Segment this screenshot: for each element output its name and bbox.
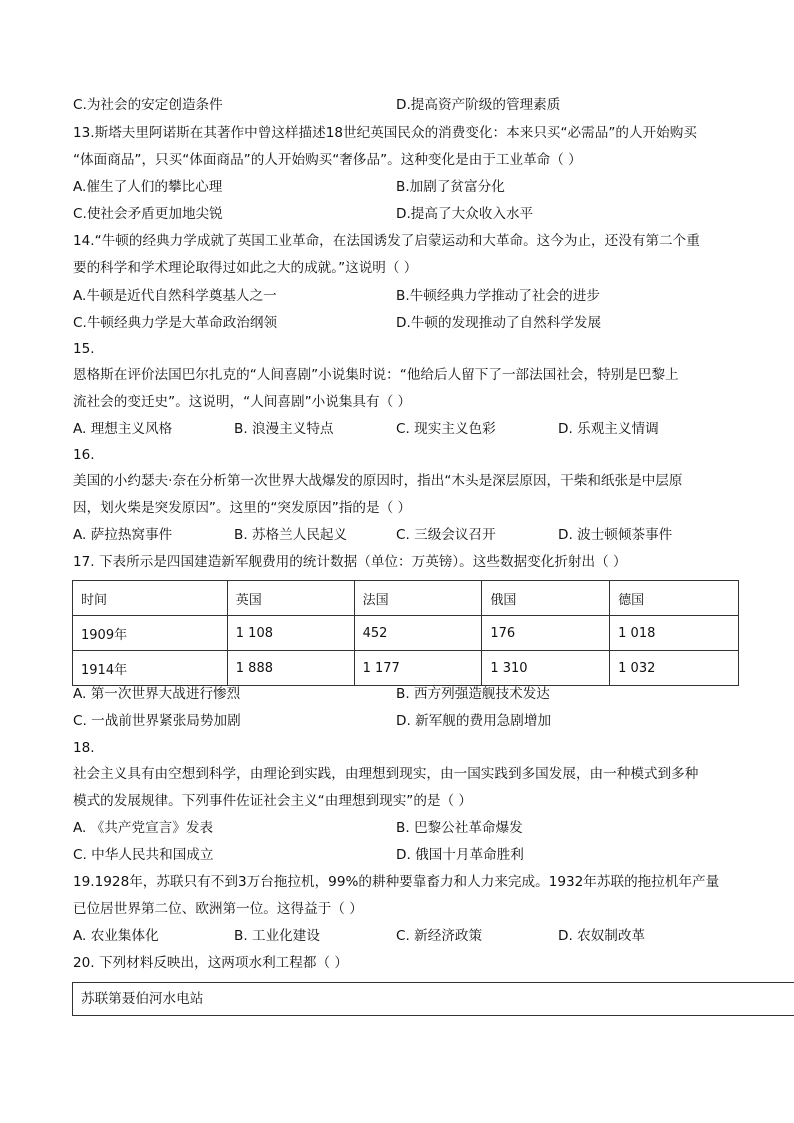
q16-stem-line2: 因，划火柴是突发原因”。这里的“突发原因”指的是（ ）	[73, 500, 412, 516]
q19-stem-line1: 19.1928年，苏联只有不到3万台拖拉机，99%的耕种要靠畜力和人力来完成。1932年苏联的拖拉机年产量	[73, 874, 720, 890]
table-cell: 1914年	[73, 651, 228, 686]
q12-option-d: D.提高资产阶级的管理素质	[396, 97, 561, 113]
q16-option-d: D. 波士顿倾茶事件	[558, 527, 673, 543]
q14-option-c: C.牛顿经典力学是大革命政治纲领	[73, 315, 278, 331]
q13-option-a: A.催生了人们的攀比心理	[73, 179, 223, 195]
table-cell: 452	[354, 616, 482, 651]
table-cell: 1 018	[610, 616, 739, 651]
table-row	[73, 651, 739, 686]
q13-stem-line1: 13.斯塔夫里阿诺斯在其著作中曾这样描述18世纪英国民众的消费变化：本来只买“必需品”的人开始购买	[73, 125, 697, 141]
table-cell: 176	[482, 616, 610, 651]
q13-stem-line2: “体面商品”，只买“体面商品”的人开始购买“奢侈品”。这种变化是由于工业革命（ ）	[73, 152, 582, 168]
table-header-cell: 德国	[610, 581, 739, 616]
table-row	[73, 616, 739, 651]
q19-option-c: C. 新经济政策	[396, 928, 483, 944]
table-cell: 1 888	[227, 651, 354, 686]
table-cell: 1909年	[73, 616, 228, 651]
q16-option-b: B. 苏格兰人民起义	[234, 527, 348, 543]
q20-material-box	[72, 982, 794, 1016]
q15-option-d: D. 乐观主义情调	[558, 421, 659, 437]
table-header-cell: 英国	[227, 581, 354, 616]
q13-option-b: B.加剧了贫富分化	[396, 179, 505, 195]
table-cell: 1 032	[610, 651, 739, 686]
q16-number: 16.	[73, 447, 95, 463]
q18-number: 18.	[73, 740, 95, 756]
table-header-row	[73, 581, 739, 616]
q16-option-a: A. 萨拉热窝事件	[73, 527, 173, 543]
table-cell: 1 108	[227, 616, 354, 651]
q20-material-title: 苏联第聂伯河水电站	[81, 991, 204, 1007]
q13-option-c: C.使社会矛盾更加地尖锐	[73, 206, 223, 222]
table-header-cell: 法国	[354, 581, 482, 616]
q19-option-a: A. 农业集体化	[73, 928, 159, 944]
table-cell: 1 177	[354, 651, 482, 686]
q17-option-a: A. 第一次世界大战进行惨烈	[73, 686, 241, 702]
q17-option-c: C. 一战前世界紧张局势加剧	[73, 713, 241, 729]
q19-stem-line2: 已位居世界第二位、欧洲第一位。这得益于（ ）	[73, 901, 363, 917]
q17-option-b: B. 西方列强造舰技术发达	[396, 686, 550, 702]
q12-option-c: C.为社会的安定创造条件	[73, 97, 223, 113]
q18-option-b: B. 巴黎公社革命爆发	[396, 820, 523, 836]
q20-stem: 20. 下列材料反映出，这两项水利工程都（ ）	[73, 955, 348, 971]
q16-option-c: C. 三级会议召开	[396, 527, 496, 543]
q19-option-b: B. 工业化建设	[234, 928, 320, 944]
q15-stem-line2: 流社会的变迁史”。这说明，“人间喜剧”小说集具有（ ）	[73, 394, 412, 410]
q14-option-d: D.牛顿的发现推动了自然科学发展	[396, 315, 602, 331]
q14-stem-line2: 要的科学和学术理论取得过如此之大的成就。”这说明（ ）	[73, 260, 418, 276]
q18-stem-line1: 社会主义具有由空想到科学，由理论到实践，由理想到现实，由一国实践到多国发展，由一种模式到多种	[73, 766, 699, 782]
q16-stem-line1: 美国的小约瑟夫·奈在分析第一次世界大战爆发的原因时，指出“木头是深层原因，干柴和纸张是中层原	[73, 473, 683, 489]
q15-number: 15.	[73, 341, 95, 357]
q14-stem-line1: 14.“牛顿的经典力学成就了英国工业革命，在法国诱发了启蒙运动和大革命。这今为止，还没有第二个重	[73, 233, 700, 249]
q18-stem-line2: 模式的发展规律。下列事件佐证社会主义“由理想到现实”的是（ ）	[73, 793, 473, 809]
q19-option-d: D. 农奴制改革	[558, 928, 646, 944]
table-header-cell: 俄国	[482, 581, 610, 616]
q15-stem-line1: 恩格斯在评价法国巴尔扎克的“人间喜剧”小说集时说：“他给后人留下了一部法国社会，特别是巴黎上	[73, 367, 679, 383]
q15-option-b: B. 浪漫主义特点	[234, 421, 334, 437]
q17-stem: 17. 下表所示是四国建造新军舰费用的统计数据（单位：万英镑）。这些数据变化折射出（ ）	[73, 554, 627, 570]
q15-option-c: C. 现实主义色彩	[396, 421, 496, 437]
q18-option-c: C. 中华人民共和国成立	[73, 847, 214, 863]
q15-option-a: A. 理想主义风格	[73, 421, 173, 437]
q14-option-b: B.牛顿经典力学推动了社会的进步	[396, 288, 600, 304]
q17-data-table	[72, 580, 739, 686]
q18-option-a: A. 《共产党宣言》发表	[73, 820, 214, 836]
q18-option-d: D. 俄国十月革命胜利	[396, 847, 524, 863]
table-header-cell: 时间	[73, 581, 228, 616]
q13-option-d: D.提高了大众收入水平	[396, 206, 534, 222]
q17-option-d: D. 新军舰的费用急剧增加	[396, 713, 552, 729]
q14-option-a: A.牛顿是近代自然科学奠基人之一	[73, 288, 277, 304]
table-cell: 1 310	[482, 651, 610, 686]
